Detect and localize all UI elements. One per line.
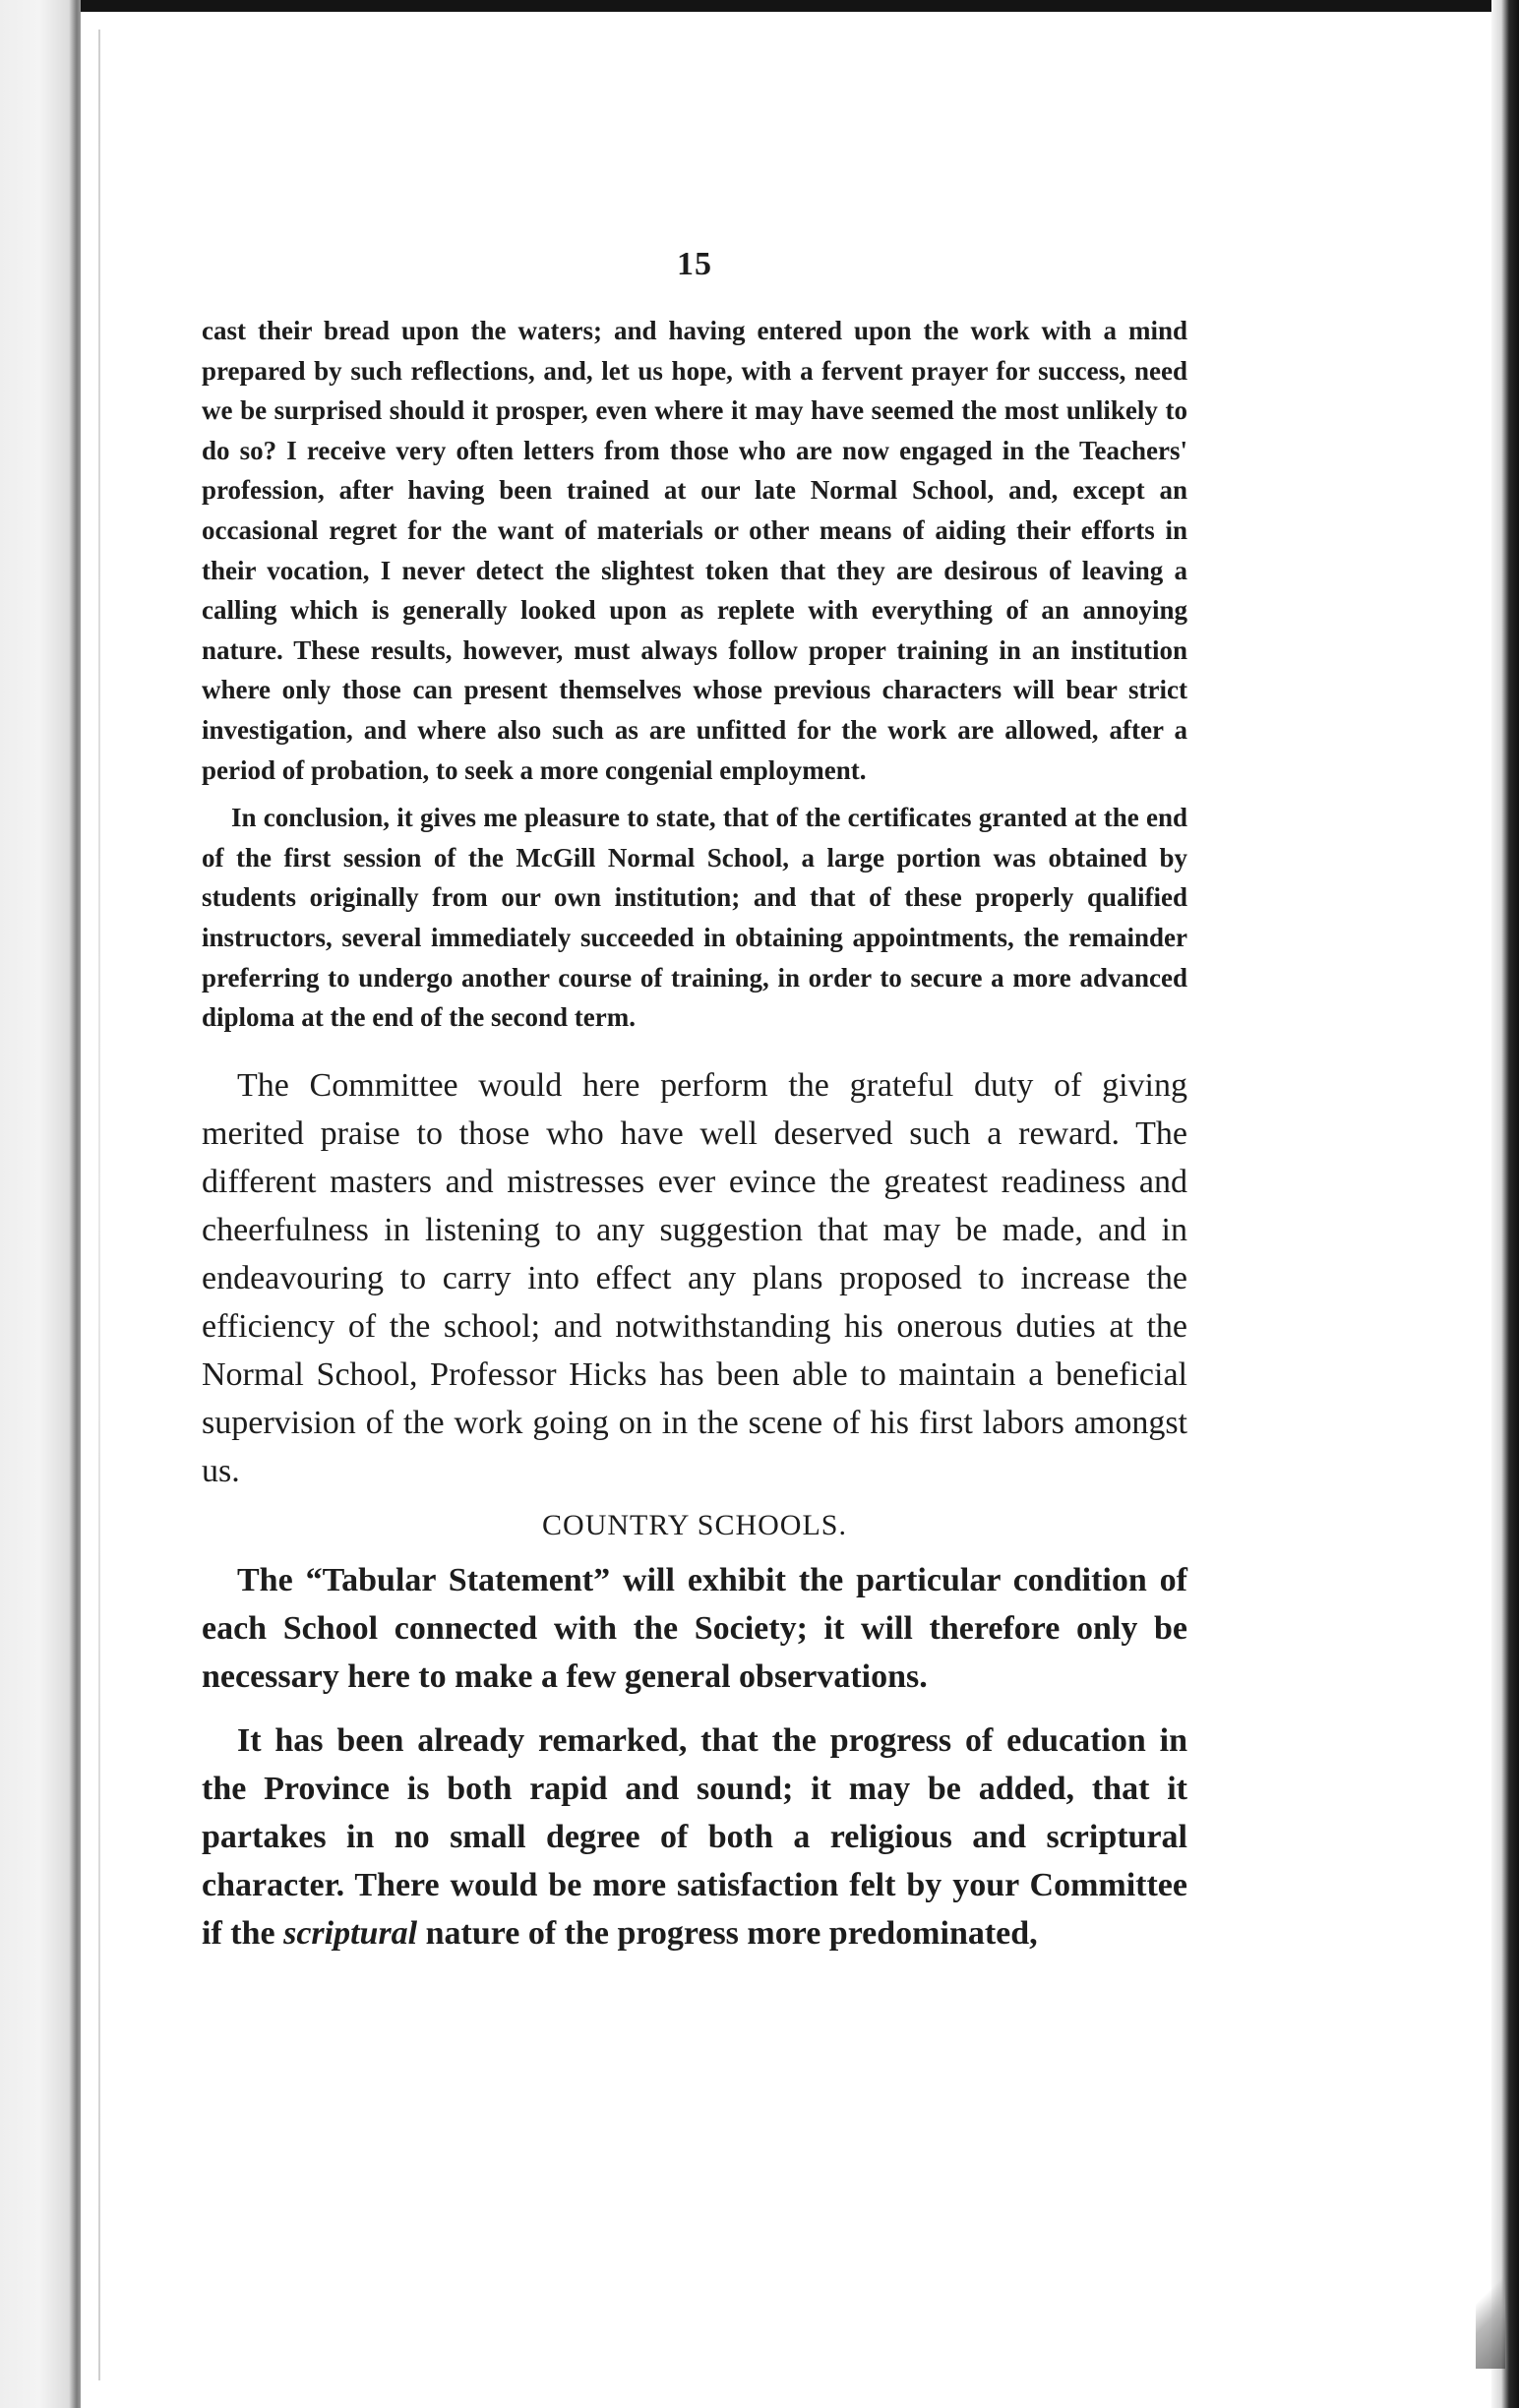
paragraph-text-start: It has been already remarked, that the progress of education in the Province is both rapid and sound; it may be added, that it partakes in no small degree of both a religious and scriptural character. There would be more satisfaction felt by your Committee if the	[202, 1721, 1187, 1952]
page-text-block	[202, 234, 1187, 1957]
paragraph-tabular-statement: The “Tabular Statement” will exhibit the particular condition of each School connected with the Society; it will therefore only be necessary here to make a few general observations.	[202, 1561, 1187, 1695]
paragraph-text-end: nature of the progress more predominated,	[417, 1914, 1038, 1952]
paragraph-progress-of-education	[202, 1716, 1187, 1957]
page-right-edge	[1491, 0, 1519, 2408]
page-number: 15	[677, 246, 712, 282]
paragraph-continuation: cast their bread upon the waters; and having entered upon the work with a mind prepared by such reflections, and, let us hope, with a fervent prayer for success, need we be surprised should it prosper, even where it may have seemed the most unlikely to do so? I receive very often letters from those who are now engaged in the Teachers' profession, after having been trained at our late Normal School, and, except an occasional regret for the want of materials or other means of aiding their efforts in their vocation, I never detect the slightest token that they are desirous of leaving a calling which is generally looked upon as replete with everything of an annoying nature. These results, however, must always follow proper training in an institution where only those can present themselves whose previous characters will bear strict investigation, and where also such as are unfitted for the work are allowed, after a period of probation, to seek a more congenial employment.	[202, 316, 1187, 785]
page-corner-curl	[1476, 2241, 1505, 2369]
scan-top-border	[0, 0, 1519, 12]
section-heading: COUNTRY SCHOOLS.	[542, 1508, 847, 1541]
page-fold-line	[98, 30, 100, 2380]
italic-word: scriptural	[283, 1914, 418, 1952]
paragraph-conclusion: In conclusion, it gives me pleasure to state, that of the certificates granted at the end of the first session of the McGill Normal School, a large portion was obtained by students originally from our own institution; and that of these properly qualified instructors, several immediately succeeded in obtaining appointments, the remainder preferring to undergo another course of training, in order to secure a more advanced diploma at the end of the second term.	[202, 803, 1187, 1033]
paragraph-committee-praise: The Committee would here perform the grateful duty of giving merited praise to those who have well deserved such a reward. The different masters and mistresses ever evince the greatest readiness and cheerfulness in listening to any suggestion that may be made, and in endeavouring to carry into effect any plans proposed to increase the efficiency of the school; and notwithstanding his onerous duties at the Normal School, Professor Hicks has been able to maintain a beneficial supervision of the work going on in the scene of his first labors amongst us.	[202, 1066, 1187, 1489]
page-left-edge	[0, 0, 81, 2408]
